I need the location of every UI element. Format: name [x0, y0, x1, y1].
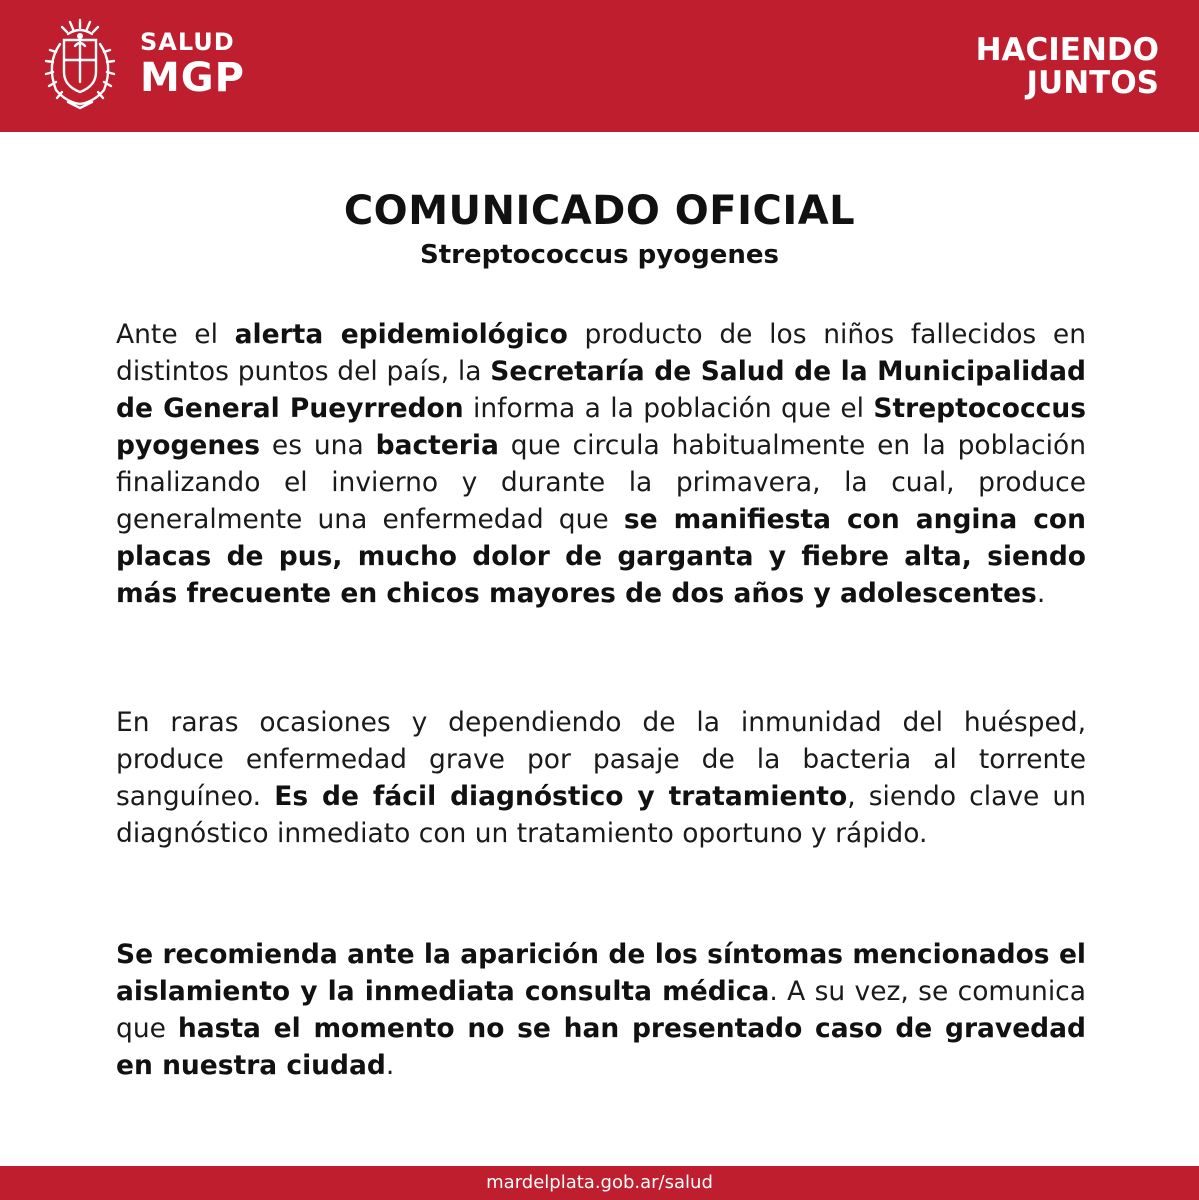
- page-title: COMUNICADO OFICIAL: [343, 188, 856, 234]
- text-run: .: [385, 1050, 395, 1081]
- bold-text-run: hasta el momento no se han presentado caso de gravedad en nuestra ciudad: [116, 1013, 1086, 1081]
- bold-text-run: se manifiesta con angina con placas de pus, mucho dolor de garganta y fiebre alta, siendo más frecuente en chicos mayores de dos años y adolescentes: [116, 504, 1086, 609]
- bold-text-run: Es de fácil diagnóstico y tratamiento: [274, 781, 848, 812]
- text-run: . A su vez, se comunica que: [116, 976, 1086, 1044]
- bold-text-run: bacteria: [375, 430, 499, 461]
- text-run: informa a la población que el: [463, 393, 874, 424]
- brand-wordmark: [140, 28, 245, 101]
- bold-text-run: Secretaría de Salud de la Municipalidad de General Pueyrredon: [116, 356, 1086, 424]
- text-run: producto de los niños fallecidos en distintos puntos del país, la: [116, 319, 1086, 387]
- brand-logo: [34, 16, 245, 112]
- text-run: , siendo clave un diagnóstico inmediato con un tratamiento oportuno y rápido.: [116, 781, 1087, 849]
- coat-of-arms-icon: [34, 16, 126, 112]
- text-run: que circula habitualmente en la población finalizando el invierno y durante la primavera, la cual, produce generalmente una enfermedad que: [116, 430, 1086, 535]
- text-run: Ante el: [116, 319, 235, 350]
- footer-bar: [0, 1166, 1199, 1200]
- text-run: es una: [260, 430, 376, 461]
- header-bar: [0, 0, 1199, 132]
- paragraph-1: [116, 316, 1086, 612]
- page-subtitle: Streptococcus pyogenes: [420, 240, 779, 270]
- slogan-line-1: HACIENDO: [975, 32, 1159, 68]
- text-run: .: [1036, 578, 1046, 609]
- bold-text-run: alerta epidemiológico: [234, 319, 568, 350]
- slogan: [976, 34, 1159, 99]
- bold-text-run: Streptococcus pyogenes: [116, 393, 1086, 461]
- paragraph-3: [116, 936, 1086, 1084]
- brand-top-text: SALUD: [140, 28, 235, 56]
- text-run: En raras ocasiones y dependiendo de la inmunidad del huésped, produce enfermedad grave por pasaje de la bacteria al torrente sanguíneo.: [116, 707, 1086, 812]
- brand-bottom-text: MGP: [140, 55, 245, 101]
- bold-text-run: Se recomienda ante la aparición de los síntomas mencionados el aislamiento y la inmediata consulta médica: [116, 939, 1086, 1007]
- slogan-line-2: JUNTOS: [1026, 64, 1159, 101]
- paragraph-2: [116, 704, 1086, 852]
- footer-url[interactable]: mardelplata.gob.ar/salud: [486, 1172, 713, 1193]
